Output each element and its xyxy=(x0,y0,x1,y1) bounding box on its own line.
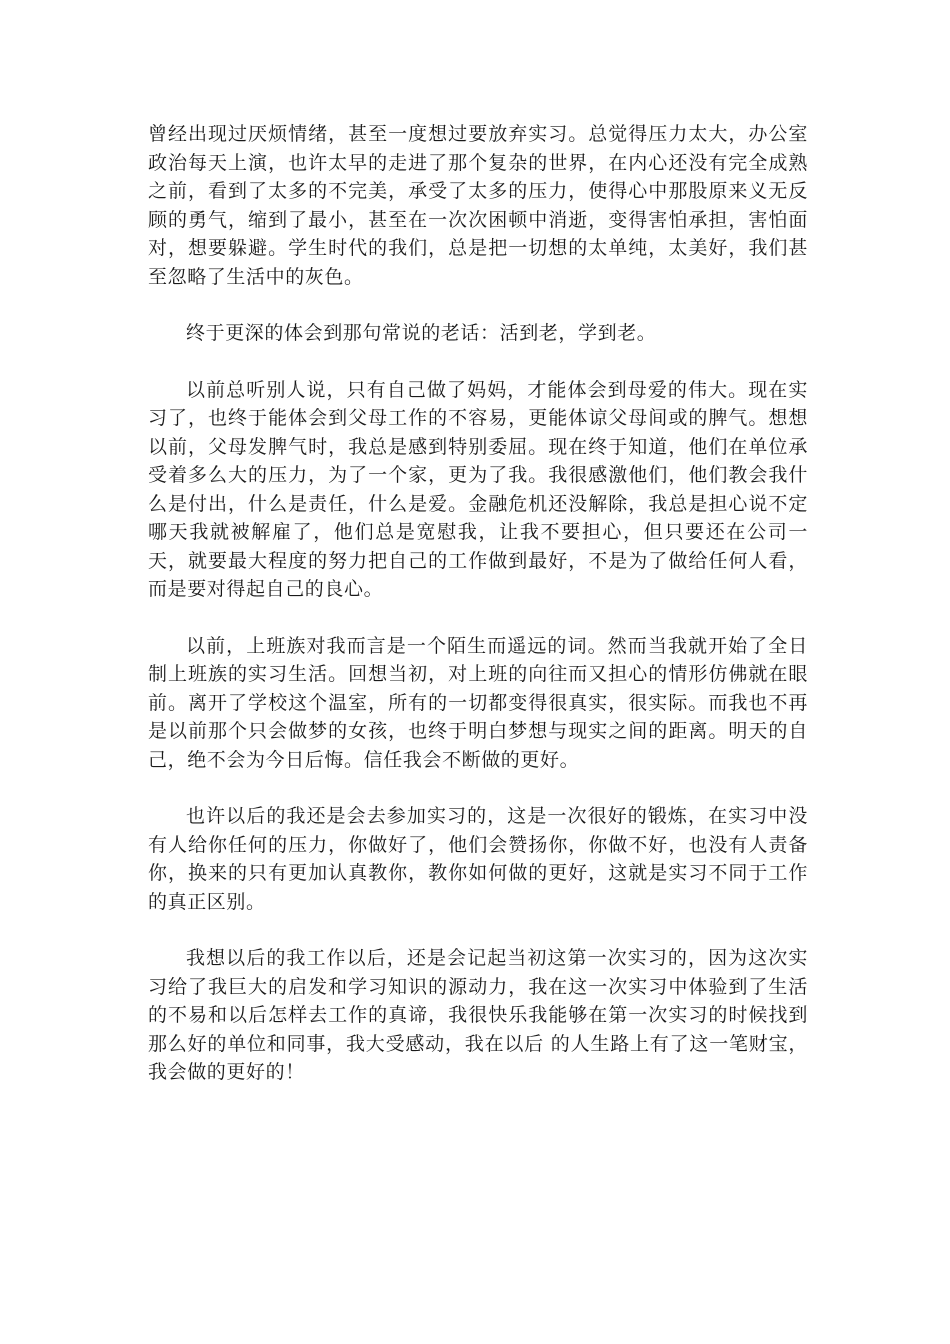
paragraph-parents: 以前总听别人说，只有自己做了妈妈，才能体会到母爱的伟大。现在实习了，也终于能体会到父母工作的不容易，更能体谅父母间或的脾气。想想以前，父母发脾气时，我总是感到特别委屈。现在终于知道，他们在单位承受着多么大的压力，为了一个家，更为了我。我很感激他们，他们教会我什么是付出，什么是责任，什么是爱。金融危机还没解除，我总是担心说不定哪天我就被解雇了，他们总是宽慰我，让我不要担心，但只要还在公司一天，就要最大程度的努力把自己的工作做到最好，不是为了做给任何人看，而是要对得起自己的良心。 xyxy=(148,378,808,600)
paragraph-internship-difference: 也许以后的我还是会去参加实习的，这是一次很好的锻炼，在实习中没有人给你任何的压力，你做好了，他们会赞扬你，你做不好，也没有人责备你，换来的只有更加认真教你，教你如何做的更好，这就是实习不同于工作的真正区别。 xyxy=(148,805,808,913)
paragraph-saying: 终于更深的体会到那句常说的老话：活到老，学到老。 xyxy=(186,322,657,344)
paragraph-office-life: 以前，上班族对我而言是一个陌生而遥远的词。然而当我就开始了全日制上班族的实习生活。回想当初，对上班的向往而又担心的情形仿佛就在眼前。离开了学校这个温室，所有的一切都变得很真实，很实际。而我也不再是以前那个只会做梦的女孩，也终于明白梦想与现实之间的距离。明天的自己，绝不会为今日后悔。信任我会不断做的更好。 xyxy=(148,634,808,771)
paragraph-intro: 曾经出现过厌烦情绪，甚至一度想过要放弃实习。总觉得压力太大，办公室政治每天上演，也许太早的走进了那个复杂的世界，在内心还没有完全成熟之前，看到了太多的不完美，承受了太多的压力，使得心中那股原来义无反顾的勇气，缩到了最小，甚至在一次次困顿中消逝，变得害怕承担，害怕面对，想要躲避。学生时代的我们，总是把一切想的太单纯，太美好，我们甚至忽略了生活中的灰色。 xyxy=(148,123,808,288)
document-body xyxy=(148,120,808,1115)
paragraph-conclusion: 我想以后的我工作以后，还是会记起当初这第一次实习的，因为这次实习给了我巨大的启发和学习知识的源动力，我在这一次实习中体验到了生活的不易和以后怎样去工作的真谛，我很快乐我能够在第一次实习的时候找到那么好的单位和同事，我大受感动，我在以后 的人生路上有了这一笔财宝，我会做的更好的！ xyxy=(148,947,808,1083)
